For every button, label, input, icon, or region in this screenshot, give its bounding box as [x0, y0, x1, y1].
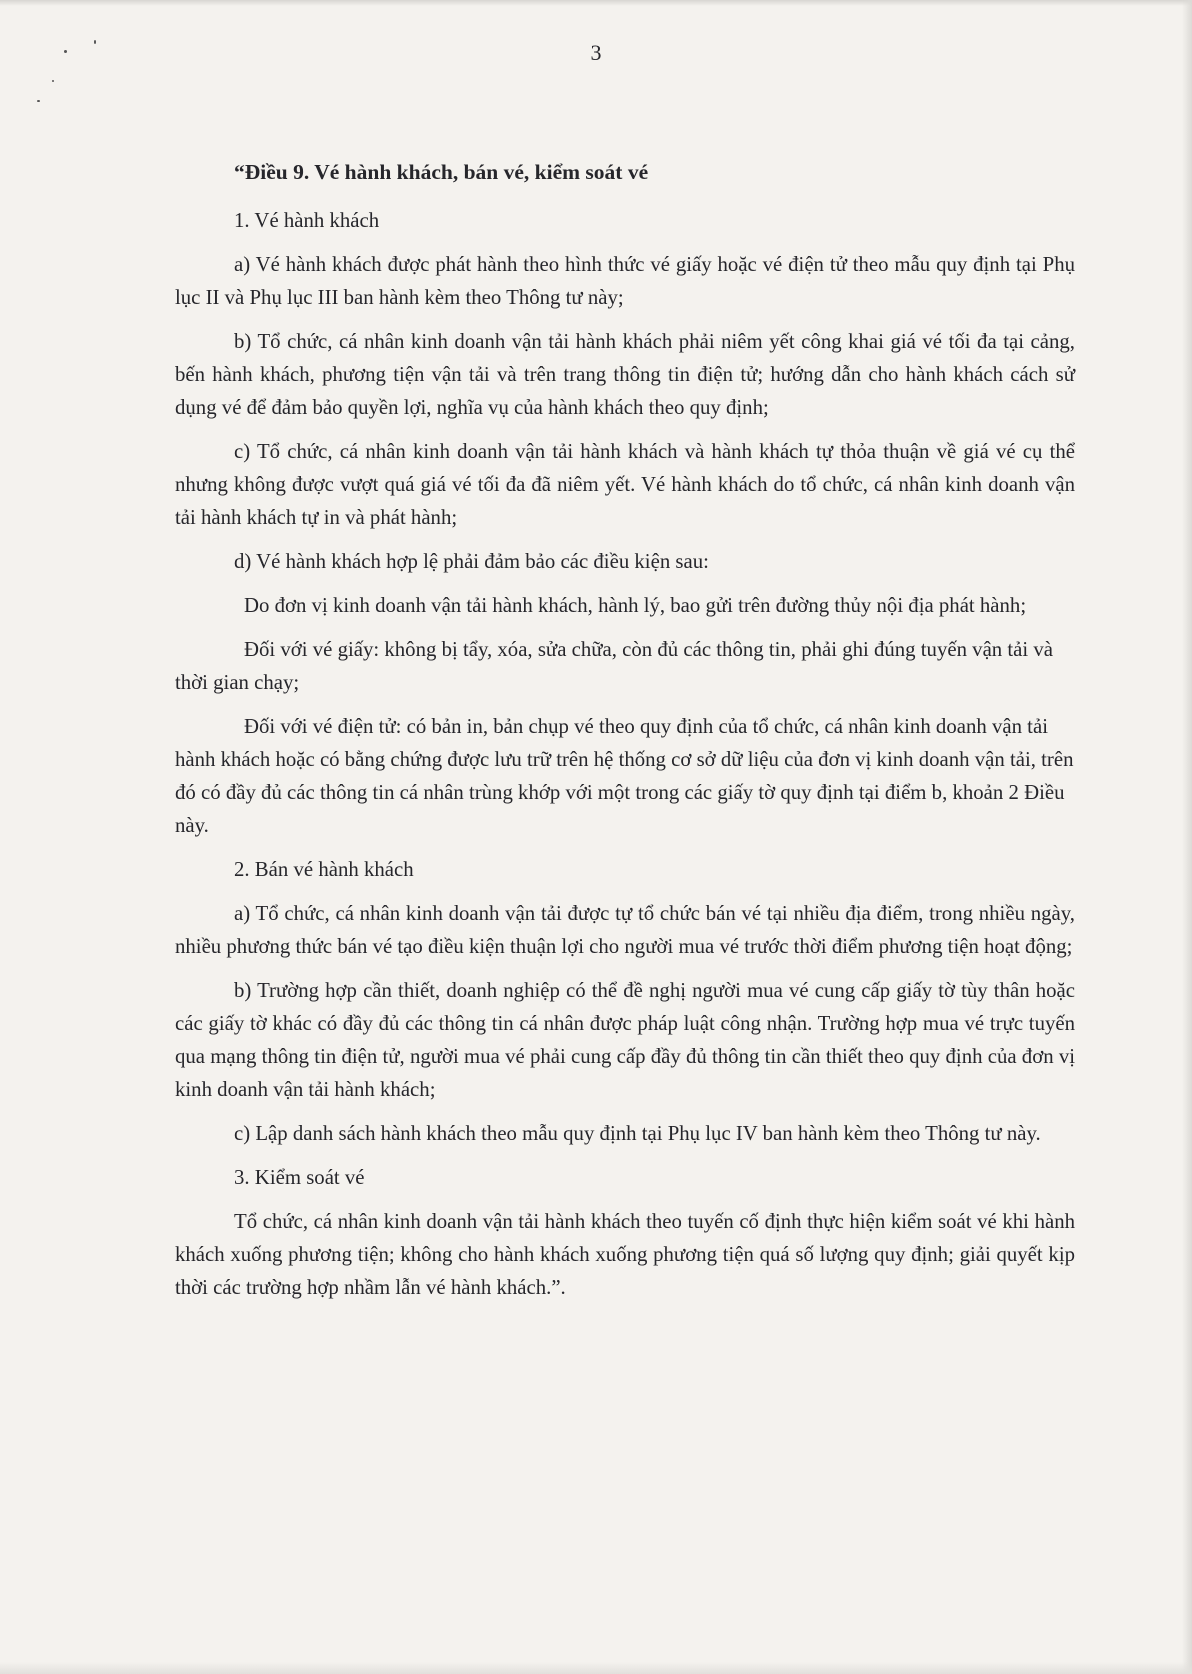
scan-right-edge — [1182, 0, 1192, 1674]
section-title: 3. Kiểm soát vé — [234, 1166, 365, 1189]
condition-paragraph: Đối với vé điện tử: có bản in, bản chụp vé theo quy định của tổ chức, cá nhân kinh doanh vận tải hành khách hoặc có bằng chứng được lưu trữ trên hệ thống cơ sở dữ liệu của đơn vị kinh doanh vận tải, trên đó có đầy đủ các thông tin cá nhân trùng khớp với một trong các giấy tờ quy định tại điểm b, khoản 2 Điều này. — [175, 715, 1074, 837]
section-title: 1. Vé hành khách — [234, 209, 380, 232]
section-title: 2. Bán vé hành khách — [234, 858, 414, 881]
page-number: 3 — [590, 40, 602, 65]
document-body — [175, 160, 1075, 1315]
scan-speck — [37, 100, 40, 102]
clause-paragraph: a) Tổ chức, cá nhân kinh doanh vận tải được tự tổ chức bán vé tại nhiều địa điểm, trong nhiều ngày, nhiều phương thức bán vé tạo điều kiện thuận lợi cho người mua vé trước thời điểm phương tiện hoạt động; — [175, 902, 1075, 958]
clause-paragraph: c) Lập danh sách hành khách theo mẫu quy định tại Phụ lục IV ban hành kèm theo Thông tư này. — [234, 1122, 1041, 1145]
scan-speck — [52, 80, 54, 82]
clause-paragraph: b) Trường hợp cần thiết, doanh nghiệp có thể đề nghị người mua vé cung cấp giấy tờ tùy thân hoặc các giấy tờ khác có đầy đủ các thông tin cá nhân được pháp luật công nhận. Trường hợp mua vé trực tuyến qua mạng thông tin điện tử, người mua vé phải cung cấp đầy đủ thông tin cần thiết theo quy định của đơn vị kinh doanh vận tải hành khách; — [175, 979, 1075, 1101]
scan-bottom-edge — [0, 1662, 1192, 1674]
clause-paragraph: Tổ chức, cá nhân kinh doanh vận tải hành khách theo tuyến cố định thực hiện kiểm soát vé khi hành khách xuống phương tiện; không cho hành khách xuống phương tiện quá số lượng quy định; giải quyết kịp thời các trường hợp nhầm lẫn vé hành khách.”. — [175, 1210, 1075, 1299]
clause-paragraph: c) Tổ chức, cá nhân kinh doanh vận tải hành khách và hành khách tự thỏa thuận về giá vé cụ thể nhưng không được vượt quá giá vé tối đa đã niêm yết. Vé hành khách do tổ chức, cá nhân kinh doanh vận tải hành khách tự in và phát hành; — [175, 440, 1075, 529]
condition-paragraph: Đối với vé giấy: không bị tẩy, xóa, sửa chữa, còn đủ các thông tin, phải ghi đúng tuyến vận tải và thời gian chạy; — [175, 638, 1054, 694]
clause-paragraph: b) Tổ chức, cá nhân kinh doanh vận tải hành khách phải niêm yết công khai giá vé tối đa tại cảng, bến hành khách, phương tiện vận tải và trên trang thông tin điện tử; hướng dẫn cho hành khách cách sử dụng vé để đảm bảo quyền lợi, nghĩa vụ của hành khách theo quy định; — [175, 330, 1075, 419]
condition-paragraph: Do đơn vị kinh doanh vận tải hành khách, hành lý, bao gửi trên đường thủy nội địa phát hành; — [244, 594, 1027, 617]
scan-top-edge — [0, 0, 1192, 6]
article-heading: “Điều 9. Vé hành khách, bán vé, kiểm soát vé — [234, 160, 649, 184]
clause-paragraph: d) Vé hành khách hợp lệ phải đảm bảo các điều kiện sau: — [234, 550, 709, 573]
clause-paragraph: a) Vé hành khách được phát hành theo hình thức vé giấy hoặc vé điện tử theo mẫu quy định tại Phụ lục II và Phụ lục III ban hành kèm theo Thông tư này; — [175, 253, 1075, 309]
